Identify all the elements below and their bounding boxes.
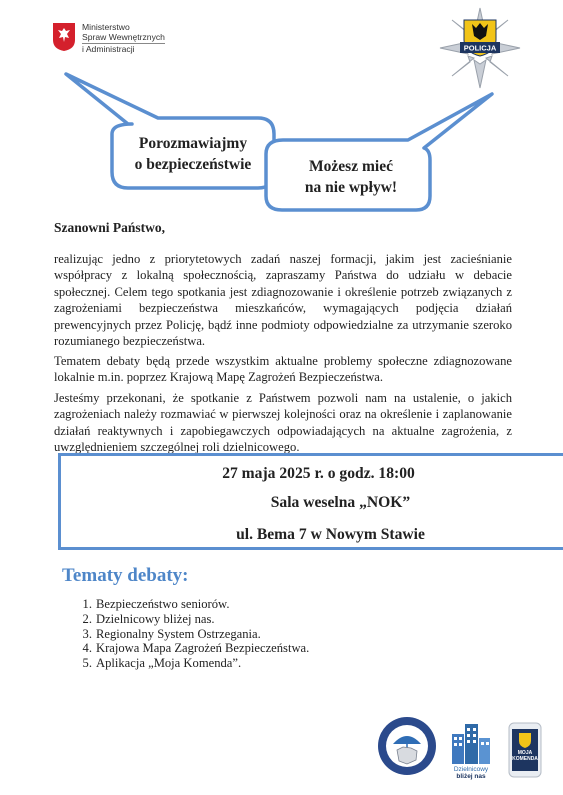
bubble-line: na nie wpływ! [304, 179, 398, 196]
list-number: 3. [82, 626, 92, 641]
moja-komenda-line: KOMENDA [512, 756, 538, 762]
paragraph-intro: realizując jedno z priorytetowych zadań naszej formacji, jakim jest zacieśnianie współpracy z lokalną społecznością, zapraszamy Państwa do udziału w debacie społecznej. Celem tego spotkania jest zdiagnozowanie i określenie potrzeb związanych z zagrożeniami bezpieczeństwa mieszkańców, wymagających podjęcia działań prewencyjnych przez Policję, bądź inne podmioty odpowiedzialne za utrzymanie szeroko rozumianego bezpieczeństwa. [54, 252, 512, 349]
dzielnicowy-logo-line: Dzielnicowy [453, 766, 489, 773]
right-bubble-text [276, 156, 426, 198]
event-venue: Sala weselna „NOK” [270, 494, 411, 511]
event-details-box [58, 453, 563, 550]
ministry-line: i Administracji [82, 44, 135, 54]
moja-komenda-line: MOJA [517, 750, 533, 756]
list-text: Bezpieczeństwo seniorów. [96, 597, 230, 611]
moja-komenda-logo [508, 722, 542, 778]
buildings-icon [448, 720, 494, 766]
list-text: Aplikacja „Moja Komenda”. [96, 656, 242, 671]
list-number: 1. [82, 597, 92, 611]
list-number: 5. [82, 656, 92, 671]
dzielnicowy-logo-line: bliżej nas [456, 773, 486, 780]
topics-list [60, 597, 309, 671]
list-item [60, 627, 309, 642]
bubble-line: Możesz mieć [309, 158, 393, 175]
paragraph-topic: Tematem debaty będą przede wszystkim aktualne problemy społeczne zdiagnozowane lokalnie m.in. poprzez Krajową Mapę Zagrożeń Bezpieczeństwa. [54, 354, 512, 385]
list-text: Krajowa Mapa Zagrożeń Bezpieczeństwa. [96, 641, 310, 656]
bubble-line: o bezpieczeństwie [134, 156, 252, 173]
paragraph-purpose: Jesteśmy przekonani, że spotkanie z Państwem pozwoli nam na ustalenie, o jakich zagrożeniach należy rozmawiać w pierwszej kolejności oraz na określenie i zaplanowanie działań reaktywnych i zapobiegawczych odpowiadających na aktualne zagrożenia, z uwzględnieniem szczególnej roli dzielnicowego. [54, 391, 512, 455]
list-number: 4. [82, 641, 92, 656]
police-logo-label: POLICJA [463, 43, 497, 53]
greeting: Szanowni Państwo, [54, 220, 166, 235]
ministry-line: Spraw Wewnętrznych [82, 32, 165, 42]
list-text: Regionalny System Ostrzegania. [96, 626, 261, 641]
event-address: ul. Bema 7 w Nowym Stawie [236, 526, 425, 543]
bubble-line: Porozmawiajmy [138, 135, 248, 152]
topics-heading: Tematy debaty: [62, 565, 189, 586]
list-number: 2. [82, 611, 92, 626]
list-item [60, 656, 309, 671]
list-item [60, 597, 309, 612]
dzielnicowy-logo [448, 720, 494, 782]
list-item [60, 641, 309, 656]
left-bubble-text [118, 133, 268, 175]
list-item [60, 612, 309, 627]
event-date: 27 maja 2025 r. o godz. 18:00 [222, 465, 415, 482]
list-text: Dzielnicowy bliżej nas. [96, 611, 215, 626]
threat-map-logo-icon [377, 716, 437, 776]
ministry-line: Ministerstwo [82, 22, 130, 32]
